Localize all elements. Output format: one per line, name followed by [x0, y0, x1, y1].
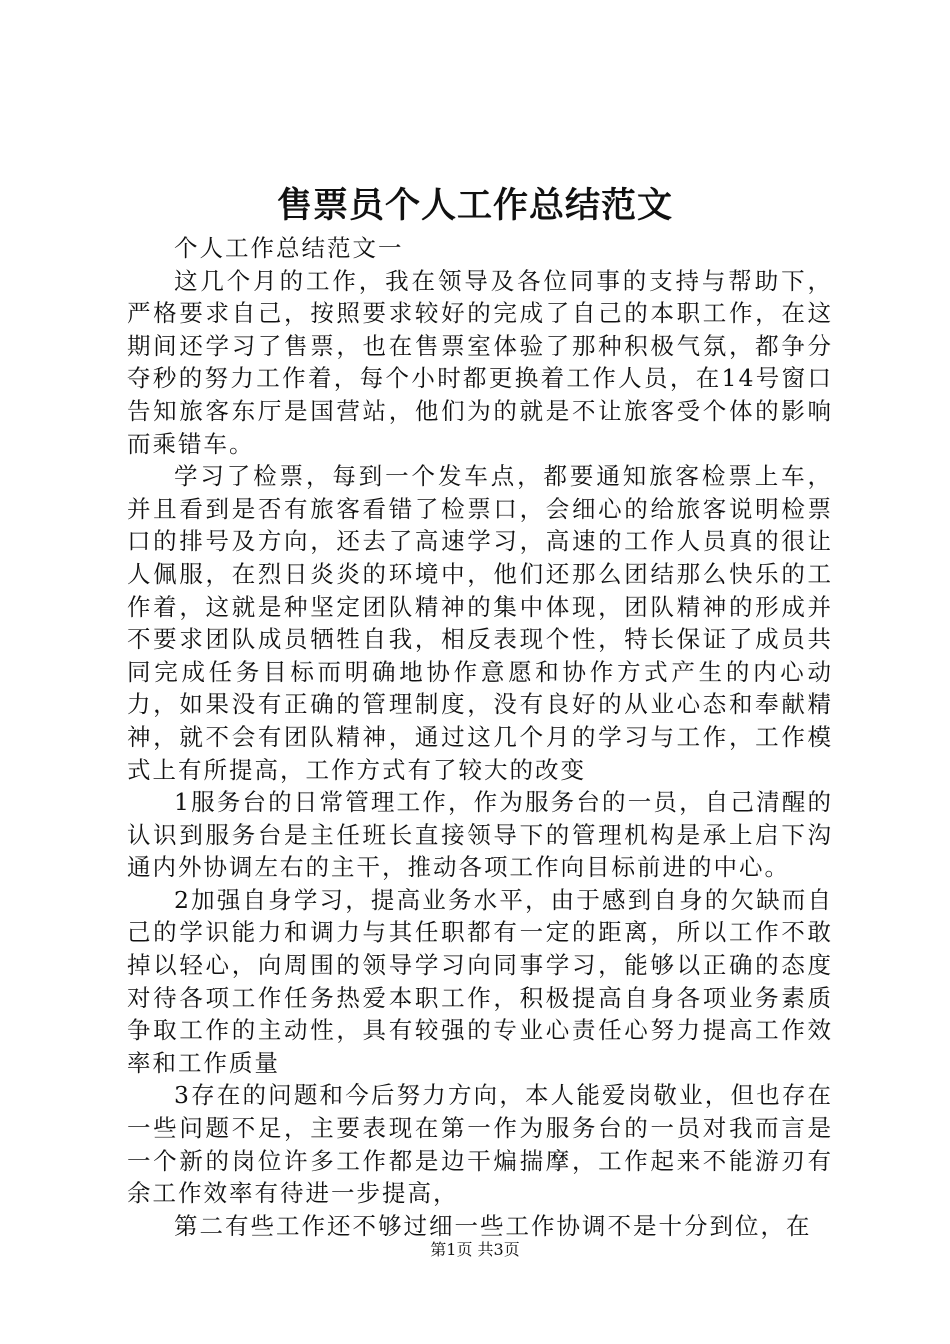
paragraph: 这几个月的工作，我在领导及各位同事的支持与帮助下，严格要求自己，按照要求较好的完成了自己的本职工作，在这期间还学习了售票，也在售票室体验了那种积极气氛，都争分夺秒的努力工作着，每个小时都更换着工作人员，在14号窗口告知旅客东厅是国营站，他们为的就是不让旅客受个体的影响而乘错车。	[127, 266, 833, 458]
paragraph: 学习了检票，每到一个发车点，都要通知旅客检票上车，并且看到是否有旅客看错了检票口，会细心的给旅客说明检票口的排号及方向，还去了高速学习，高速的工作人员真的很让人佩服，在烈日炎炎的环境中，他们还那么团结那么快乐的工作着，这就是种坚定团队精神的集中体现，团队精神的形成并不要求团队成员牺牲自我，相反表现个性，特长保证了成员共同完成任务目标而明确地协作意愿和协作方式产生的内心动力，如果没有正确的管理制度，没有良好的从业心态和奉献精神，就不会有团队精神，通过这几个月的学习与工作，工作模式上有所提高，工作方式有了较大的改变	[127, 462, 833, 784]
paragraph: 1服务台的日常管理工作，作为服务台的一员，自己清醒的认识到服务台是主任班长直接领导下的管理机构是承上启下沟通内外协调左右的主干，推动各项工作向目标前进的中心。	[127, 788, 833, 882]
document-body	[127, 232, 833, 1242]
paragraph: 3存在的问题和今后努力方向，本人能爱岗敬业，但也存在一些问题不足，主要表现在第一作为服务台的一员对我而言是一个新的岗位许多工作都是边干煸揣摩，工作起来不能游刃有余工作效率有待进一步提高，	[127, 1081, 833, 1208]
paragraph-heading: 个人工作总结范文一	[174, 234, 404, 262]
paragraph: 2加强自身学习，提高业务水平，由于感到自身的欠缺而自己的学识能力和调力与其任职都有一定的距离，所以工作不敢掉以轻心，向周围的领导学习向同事学习，能够以正确的态度对待各项工作任务热爱本职工作，积极提高自身各项业务素质争取工作的主动性，具有较强的专业心责任心努力提高工作效率和工作质量	[127, 885, 833, 1077]
paragraph: 第二有些工作还不够过细一些工作协调不是十分到位，在	[174, 1211, 812, 1240]
page-number-footer: 第1页 共3页	[430, 1240, 520, 1259]
document-title: 售票员个人工作总结范文	[276, 185, 673, 226]
